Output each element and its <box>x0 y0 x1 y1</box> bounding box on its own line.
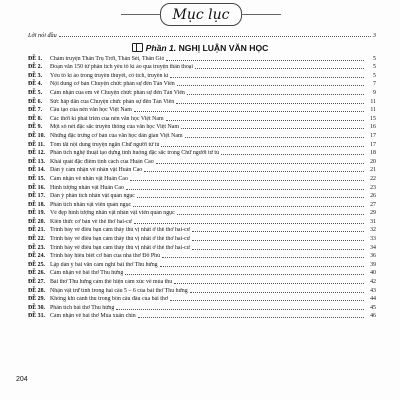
toc-entry[interactable] <box>28 277 376 286</box>
dot-leader <box>177 214 364 215</box>
dot-leader <box>162 257 364 258</box>
dot-leader <box>176 103 364 104</box>
dot-leader <box>156 163 364 164</box>
entry-number: ĐỀ 23. <box>28 244 46 251</box>
dot-leader <box>170 300 364 301</box>
entry-page: 46 <box>370 313 376 320</box>
dot-leader <box>185 137 364 138</box>
dot-leader <box>126 189 364 190</box>
entry-number: ĐỀ 11. <box>28 141 45 148</box>
dot-leader <box>192 249 364 250</box>
toc-entry[interactable] <box>28 209 376 218</box>
entry-title: Cảm nhận về nhân vật Huấn Cao <box>50 175 128 182</box>
entry-page: 16 <box>370 124 376 131</box>
entry-title: Hình tượng nhân vật Huấn Cao <box>50 184 124 191</box>
entry-number: ĐỀ 4. <box>28 81 43 88</box>
entry-title: Đoạn văn 150 từ phân tích yếu tố kì ảo qua truyện thần thoại <box>50 64 194 71</box>
toc-list <box>28 54 376 320</box>
entry-page: 5 <box>373 64 376 71</box>
entry-title: Những đặc trưng cơ bản của văn học dân gian Việt Nam <box>50 132 183 139</box>
entry-title: Một số nét đặc sắc truyền thống của văn học Việt Nam <box>50 124 179 131</box>
entry-page: 39 <box>370 261 376 268</box>
entry-title: Cảm nhận của em về Chuyện chức phán sự đền Tản Viên <box>50 89 185 96</box>
entry-title: Lập dàn ý bài văn cảm nghĩ bài thơ Thu hứng <box>50 261 158 268</box>
entry-page: 18 <box>370 150 376 157</box>
toc-entry[interactable] <box>28 123 376 132</box>
entry-page: 9 <box>373 89 376 96</box>
entry-title: Khái quát đặc điểm tính cách của Huấn Cao <box>50 158 154 165</box>
toc-entry[interactable] <box>28 80 376 89</box>
toc-entry[interactable] <box>28 200 376 209</box>
toc-entry[interactable] <box>28 252 376 261</box>
entry-page: 20 <box>370 158 376 165</box>
entry-page: 5 <box>373 55 376 62</box>
entry-page: 15 <box>370 115 376 122</box>
toc-entry[interactable] <box>28 54 376 63</box>
entry-number: ĐỀ 6. <box>28 98 43 105</box>
toc-entry[interactable] <box>28 243 376 252</box>
entry-number: ĐỀ 7. <box>28 107 43 114</box>
entry-number: ĐỀ 25. <box>28 261 46 268</box>
entry-number: ĐỀ 9. <box>28 124 43 131</box>
dot-leader <box>221 154 364 155</box>
toc-entry[interactable] <box>28 286 376 295</box>
toc-entry[interactable] <box>28 217 376 226</box>
entry-number: ĐỀ 31. <box>28 313 46 320</box>
entry-page: 42 <box>370 279 376 286</box>
entry-number: ĐỀ 19. <box>28 210 46 217</box>
entry-title: Trình bày hiểu biết cơ bản của nhà thơ Đỗ Phủ <box>50 253 161 260</box>
intro-page: 3 <box>372 32 376 39</box>
entry-page: 36 <box>370 253 376 260</box>
dot-leader <box>161 146 364 147</box>
toc-entry[interactable] <box>28 114 376 123</box>
part-title: NGHỊ LUẬN VĂN HỌC <box>178 43 269 53</box>
intro-entry[interactable] <box>28 32 376 39</box>
entry-title: Trình bày về điều bạn cảm thấy thú vị nhất ở thể thơ hai-cư <box>50 244 190 251</box>
dot-leader <box>133 206 364 207</box>
entry-title: Yếu tố kì ảo trong truyền thuyết, cổ tích, truyền kì <box>50 72 169 79</box>
dot-leader <box>190 292 364 293</box>
entry-number: ĐỀ 16. <box>28 184 46 191</box>
part-heading <box>0 43 400 53</box>
toc-entry[interactable] <box>28 226 376 235</box>
toc-entry[interactable] <box>28 149 376 158</box>
entry-title: Phân tích nhân vật viên quản ngục <box>50 201 132 208</box>
entry-number: ĐỀ 24. <box>28 253 46 260</box>
entry-title: Sức hấp dẫn của Chuyện chức phán sự đền Tản Viên <box>50 98 175 105</box>
entry-title: Vẻ đẹp hình tượng nhân vật nhân vật viên quản ngục <box>50 210 175 217</box>
toc-entry[interactable] <box>28 192 376 201</box>
entry-title: Cảm nhận về bài thơ Thu hứng <box>50 270 124 277</box>
entry-page: 7 <box>373 81 376 88</box>
toc-entry[interactable] <box>28 97 376 106</box>
entry-page: 5 <box>373 72 376 79</box>
toc-entry[interactable] <box>28 71 376 80</box>
toc-entry[interactable] <box>28 312 376 321</box>
entry-number: ĐỀ 15. <box>28 175 46 182</box>
dot-leader <box>170 77 364 78</box>
entry-title: Nhận vật trữ tình trong hai câu 5 – 6 của bài thơ Thu hứng <box>50 287 188 294</box>
entry-number: ĐỀ 13. <box>28 158 46 165</box>
entry-page: 22 <box>370 175 376 182</box>
dot-leader <box>181 128 364 129</box>
entry-title: Không khí cảnh thu trong bốn câu đầu của bài thơ <box>50 296 168 303</box>
entry-title: Chàm truyện Thần Trụ Trời, Thần Sét, Thần Gió <box>50 55 165 62</box>
dot-leader <box>166 60 364 61</box>
entry-number: ĐỀ 14. <box>28 167 46 174</box>
toc-entry[interactable] <box>28 166 376 175</box>
entry-number: ĐỀ 2. <box>28 64 43 71</box>
page-number: 204 <box>16 376 28 383</box>
entry-page: 31 <box>370 218 376 225</box>
entry-number: ĐỀ 5. <box>28 89 43 96</box>
dot-leader <box>187 94 364 95</box>
dot-leader <box>137 197 364 198</box>
toc-entry[interactable] <box>28 140 376 149</box>
entry-number: ĐỀ 21. <box>28 227 46 234</box>
entry-title: Dàn ý cảm nhận về nhân vật Huấn Cao <box>50 167 143 174</box>
entry-page: 11 <box>370 107 376 114</box>
page-title: Mục lục <box>160 3 242 26</box>
dot-leader <box>177 85 364 86</box>
dot-leader <box>144 171 364 172</box>
entry-number: ĐỀ 12. <box>28 150 46 157</box>
dot-leader <box>130 180 364 181</box>
entry-number: ĐỀ 10. <box>28 132 46 139</box>
entry-number: ĐỀ 3. <box>28 72 43 79</box>
entry-title: Cảm nhận về bài thơ Mùa xuân chín <box>50 313 136 320</box>
toc-entry[interactable] <box>28 63 376 72</box>
book-icon <box>132 43 143 52</box>
entry-title: Tóm tắt nội dung truyện ngắn Chữ người tử tù <box>50 141 160 148</box>
entry-page: 33 <box>370 236 376 243</box>
entry-page: 17 <box>370 132 376 139</box>
entry-page: 40 <box>370 270 376 277</box>
dot-leader <box>195 68 364 69</box>
entry-page: 27 <box>370 201 376 208</box>
entry-page: 17 <box>370 141 376 148</box>
dot-leader <box>116 309 364 310</box>
entry-title: Nội dung cơ bản Chuyện chức phán sự đền Tản Viên <box>50 81 175 88</box>
entry-title: Phân tích nghệ thuật tạo dựng tình huống đặc sắc trong Chữ người tử tù <box>50 150 220 157</box>
dot-leader <box>125 274 364 275</box>
entry-number: ĐỀ 26. <box>28 270 46 277</box>
entry-page: 45 <box>370 304 376 311</box>
entry-title: Kiến thức cơ bản về thể thơ hai-cư <box>50 218 132 225</box>
entry-title: Trình bày về điều bạn cảm thấy thú vị nhất ở thể thơ hai-cư <box>50 236 190 243</box>
toc-entry[interactable] <box>28 260 376 269</box>
dot-leader <box>59 36 371 37</box>
entry-page: 44 <box>370 296 376 303</box>
dot-leader <box>160 266 364 267</box>
entry-title: Dàn ý phân tích nhân vật quản ngục <box>50 193 135 200</box>
entry-page: 21 <box>370 167 376 174</box>
toc-entry[interactable] <box>28 106 376 115</box>
dot-leader <box>192 231 364 232</box>
entry-title: Trình bày về điều bạn cảm thấy thú vị nhất ở thể thơ hai-cư <box>50 227 190 234</box>
entry-page: 11 <box>370 98 376 105</box>
toc-entry[interactable] <box>28 183 376 192</box>
dot-leader <box>166 120 364 121</box>
entry-number: ĐỀ 20. <box>28 218 46 225</box>
entry-page: 34 <box>370 244 376 251</box>
toc-entry[interactable] <box>28 174 376 183</box>
toc-entry[interactable] <box>28 295 376 304</box>
entry-number: ĐỀ 18. <box>28 201 46 208</box>
entry-number: ĐỀ 8. <box>28 115 43 122</box>
entry-title: Các thời kì phát triển của nền văn học Việt Nam <box>50 115 164 122</box>
toc-entry[interactable] <box>28 269 376 278</box>
toc-entry[interactable] <box>28 88 376 97</box>
dot-leader <box>134 111 364 112</box>
entry-number: ĐỀ 29. <box>28 296 46 303</box>
entry-page: 43 <box>370 287 376 294</box>
dot-leader <box>138 317 364 318</box>
toc-entry[interactable] <box>28 131 376 140</box>
entry-number: ĐỀ 30. <box>28 304 46 311</box>
entry-page: 32 <box>370 227 376 234</box>
entry-number: ĐỀ 27. <box>28 279 46 286</box>
dot-leader <box>192 240 364 241</box>
entry-number: ĐỀ 22. <box>28 236 46 243</box>
toc-entry[interactable] <box>28 303 376 312</box>
entry-number: ĐỀ 1. <box>28 55 43 62</box>
entry-title: Bài thơ Thu hứng cảm thể hiện cảm xúc về mùa thu <box>50 279 173 286</box>
toc-entry[interactable] <box>28 157 376 166</box>
entry-page: 26 <box>370 193 376 200</box>
entry-title: Phân tích bài thơ Thu hứng <box>50 304 115 311</box>
entry-title: Cấu tạo của nền văn học Việt Nam <box>50 107 132 114</box>
entry-number: ĐỀ 17. <box>28 193 46 200</box>
toc-entry[interactable] <box>28 234 376 243</box>
intro-label: Lời nói đầu <box>28 32 57 39</box>
dot-leader <box>134 223 364 224</box>
entry-page: 23 <box>370 184 376 191</box>
part-prefix: Phần 1. <box>145 43 177 53</box>
dot-leader <box>174 283 364 284</box>
entry-number: ĐỀ 28. <box>28 287 46 294</box>
entry-page: 29 <box>370 210 376 217</box>
